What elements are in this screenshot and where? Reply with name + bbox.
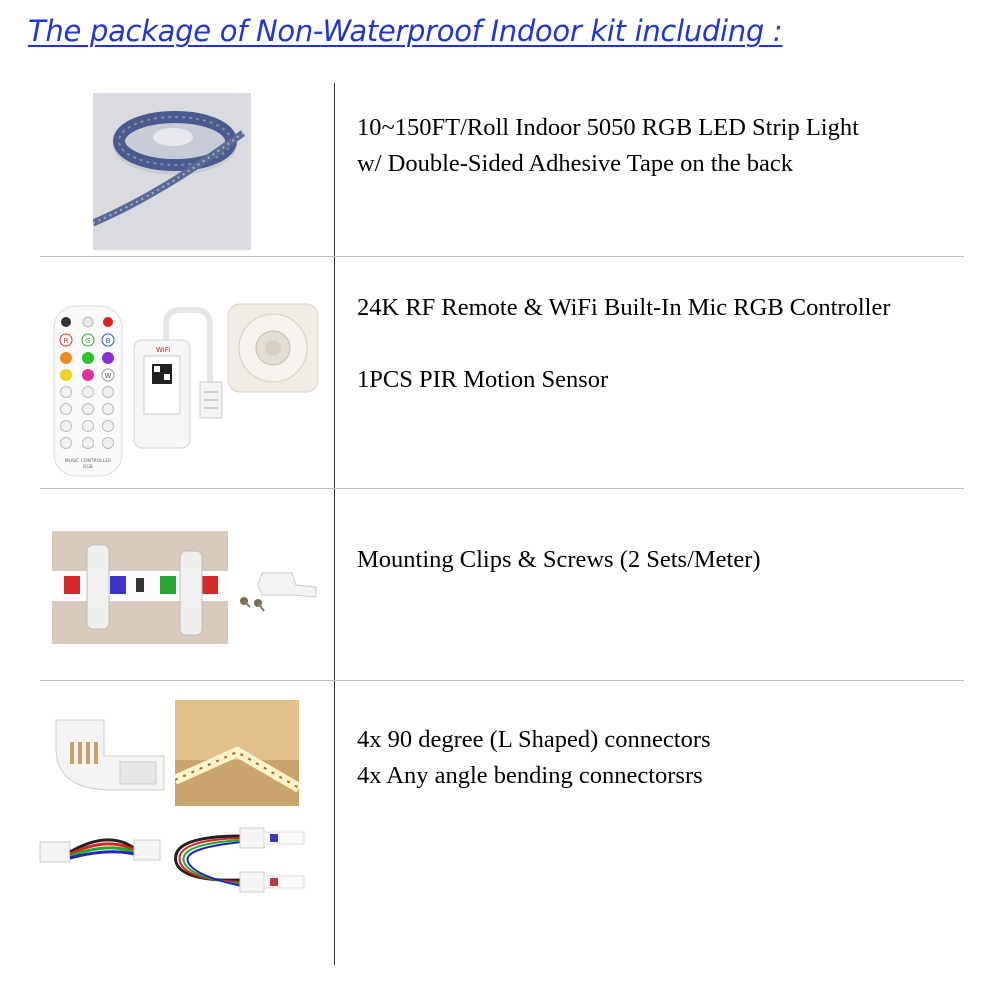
row-divider: [40, 680, 964, 681]
row-divider: [40, 488, 964, 489]
angle-connector-line: 4x Any angle bending connectorsrs: [357, 762, 703, 789]
remote-w-label: W: [104, 372, 112, 380]
pir-motion-sensor-image: [226, 300, 320, 396]
strip-to-strip-cable-image: [170, 822, 306, 894]
jumper-cable-connector-image: [38, 826, 162, 876]
controller-line: 24K RF Remote & WiFi Built-In Mic RGB Controller: [357, 294, 891, 321]
row-4-description: [357, 722, 711, 794]
controller-wifi-label: WiFi: [156, 346, 171, 354]
corner-installation-photo: [175, 700, 299, 806]
page-title: The package of Non-Waterproof Indoor kit including :: [28, 14, 783, 48]
row-2-description: [357, 290, 891, 398]
motion-sensor-line: 1PCS PIR Motion Sensor: [357, 366, 609, 393]
row-1-description: [357, 110, 859, 182]
remote-brand-line2: RGB: [83, 465, 93, 470]
strip-light-line: 10~150FT/Roll Indoor 5050 RGB LED Strip Light: [357, 114, 859, 141]
row-3-description: [357, 542, 761, 578]
row-divider: [40, 256, 964, 257]
adhesive-tape-line: w/ Double-Sided Adhesive Tape on the back: [357, 150, 794, 177]
remote-brand-line1: MUSIC CONTROLLER: [64, 459, 112, 464]
mounting-clips-line: Mounting Clips & Screws (2 Sets/Meter): [357, 546, 761, 573]
clip-and-screws-image: [232, 555, 324, 617]
remote-r-label: R: [63, 337, 69, 345]
led-strip-reel-image: [93, 93, 251, 250]
rf-remote-image: [52, 304, 124, 479]
l-shaped-connector-image: [50, 704, 168, 800]
wifi-controller-image: [126, 302, 226, 452]
remote-b-label: B: [105, 337, 111, 345]
column-divider: [334, 83, 335, 965]
l-connector-line: 4x 90 degree (L Shaped) connectors: [357, 726, 711, 753]
mounting-clips-image: [52, 531, 228, 644]
remote-g-label: G: [85, 337, 91, 345]
